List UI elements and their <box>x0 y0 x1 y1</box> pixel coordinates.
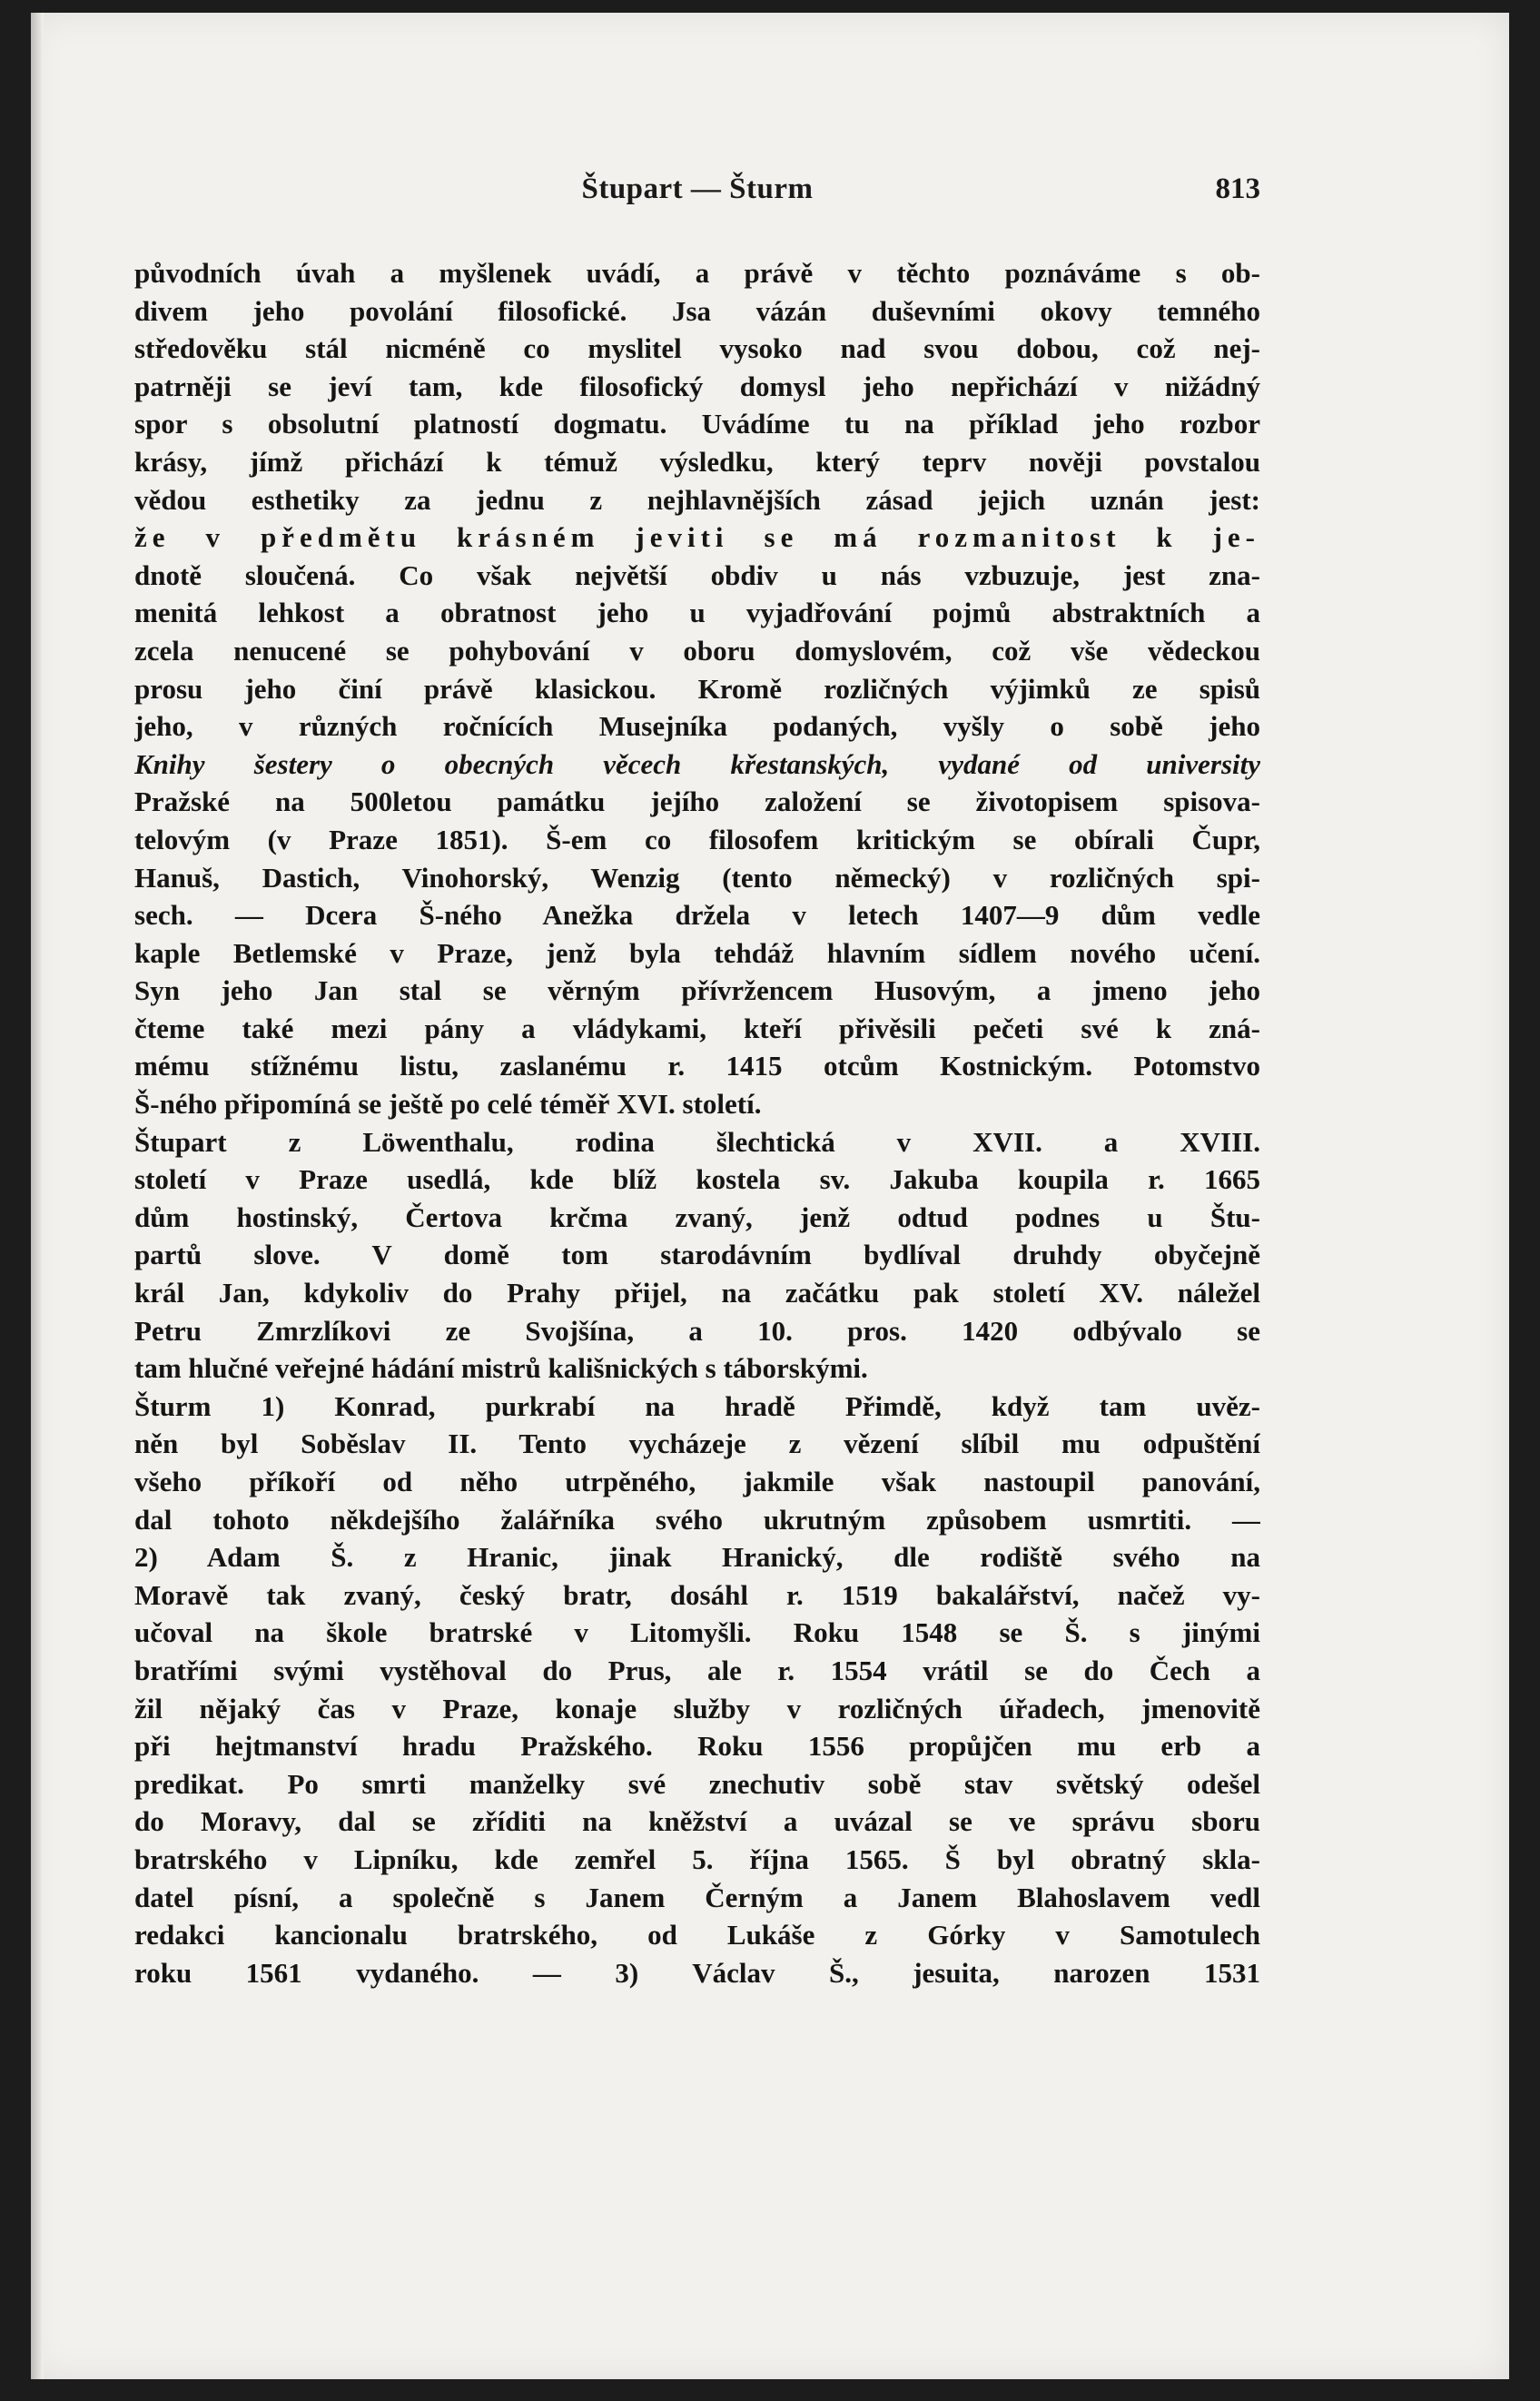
text-line: král Jan, kdykoliv do Prahy přijel, na začátku pak století XV. náležel <box>134 1277 1260 1309</box>
text-line: Knihy šestery o obecných věcech křestanských, vydané od university <box>134 747 1260 780</box>
text-line: datel písní, a společně s Janem Černým a Janem Blahoslavem vedl <box>134 1881 1260 1913</box>
text-line: při hejtmanství hradu Pražského. Roku 1556 propůjčen mu erb a <box>134 1730 1260 1763</box>
text-line: Š-ného připomíná se ještě po celé téměř XVI. století. <box>134 1088 762 1121</box>
text-line: predikat. Po smrti manželky své znechutiv sobě stav světský odešel <box>134 1767 1260 1800</box>
page-number: 813 <box>1215 173 1260 205</box>
text-line: krásy, jímž přichází k témuž výsledku, který teprv nověji povstalou <box>134 445 1260 478</box>
text-line: dal tohoto někdejšího žalářníka svého ukrutným způsobem usmrtiti. — <box>134 1503 1260 1536</box>
page-gutter-shadow <box>31 13 44 2379</box>
text-line: Petru Zmrzlíkovi ze Svojšína, a 10. pros. 1420 odbývalo se <box>134 1314 1260 1347</box>
text-line: spor s obsolutní platností dogmatu. Uvádíme tu na příklad jeho rozbor <box>134 408 1260 440</box>
text-line: vědou esthetiky za jednu z nejhlavnějších zásad jejich uznán jest: <box>134 483 1260 516</box>
text-line: čteme také mezi pány a vládykami, kteří přivěsili pečeti své k zná- <box>134 1012 1260 1044</box>
page-header <box>134 173 1260 209</box>
text-line: tam hlučné veřejné hádání mistrů kališnických s táborskými. <box>134 1352 868 1385</box>
text-line: něn byl Soběslav II. Tento vycházeje z vězení slíbil mu odpuštění <box>134 1428 1260 1460</box>
text-line: učoval na škole bratrské v Litomyšli. Roku 1548 se Š. s jinými <box>134 1616 1260 1649</box>
text-line: bratrského v Lipníku, kde zemřel 5. října 1565. Š byl obratný skla- <box>134 1843 1260 1875</box>
text-line: prosu jeho činí právě klasickou. Kromě rozličných výjimků ze spisů <box>134 672 1260 705</box>
text-line: dům hostinský, Čertova krčma zvaný, jenž odtud podnes u Štu- <box>134 1200 1260 1233</box>
text-line: divem jeho povolání filosofické. Jsa vázán duševními okovy temného <box>134 294 1260 327</box>
text-line: Syn jeho Jan stal se věrným přívržencem Husovým, a jmeno jeho <box>134 974 1260 1007</box>
entry-heading-line: Štupart z Löwenthalu, rodina šlechtická v XVII. a XVIII. <box>134 1125 1260 1158</box>
text-line: zcela nenucené se pohybování v oboru domyslovém, což vše vědeckou <box>134 634 1260 667</box>
text-line: telovým (v Praze 1851). Š-em co filosofem kritickým se obírali Čupr, <box>134 823 1260 855</box>
text-line: středověku stál nicméně co myslitel vysoko nad svou dobou, což nej- <box>134 332 1260 365</box>
text-line: že v předmětu krásném jeviti se má rozmanitost k je- <box>134 521 1260 554</box>
text-line: patrněji se jeví tam, kde filosofický domysl jeho nepřichází v nižádný <box>134 370 1260 402</box>
text-line: původních úvah a myšlenek uvádí, a právě v těchto poznáváme s ob- <box>134 257 1260 289</box>
running-head: Štupart — Šturm <box>581 173 814 205</box>
body-text <box>134 254 1260 1991</box>
text-line: jeho, v různých ročnících Musejníka podaných, vyšly o sobě jeho <box>134 710 1260 743</box>
text-line: Moravě tak zvaný, český bratr, dosáhl r. 1519 bakalářství, načež vy- <box>134 1578 1260 1611</box>
text-line: mému stížnému listu, zaslanému r. 1415 otcům Kostnickým. Potomstvo <box>134 1050 1260 1082</box>
text-line: století v Praze usedlá, kde blíž kostela sv. Jakuba koupila r. 1665 <box>134 1163 1260 1196</box>
text-line: bratřími svými vystěhoval do Prus, ale r. 1554 vrátil se do Čech a <box>134 1654 1260 1686</box>
text-line: partů slove. V domě tom starodávním bydlíval druhdy obyčejně <box>134 1239 1260 1271</box>
text-line: redakci kancionalu bratrského, od Lukáše z Górky v Samotulech <box>134 1919 1260 1951</box>
text-line: menitá lehkost a obratnost jeho u vyjadřování pojmů abstraktních a <box>134 597 1260 629</box>
entry-heading-line: Šturm 1) Konrad, purkrabí na hradě Přimdě, když tam uvěz- <box>134 1389 1260 1422</box>
text-line: sech. — Dcera Š-ného Anežka držela v letech 1407—9 dům vedle <box>134 899 1260 932</box>
text-line: všeho příkoří od něho utrpěného, jakmile však nastoupil panování, <box>134 1466 1260 1497</box>
text-line: 2) Adam Š. z Hranic, jinak Hranický, dle rodiště svého na <box>134 1541 1260 1574</box>
text-line: žil nějaký čas v Praze, konaje služby v rozličných úřadech, jmenovitě <box>134 1692 1260 1724</box>
text-line: dnotě sloučená. Co však největší obdiv u nás vzbuzuje, jest zna- <box>134 558 1260 591</box>
text-line: roku 1561 vydaného. — 3) Václav Š., jesuita, narozen 1531 <box>134 1956 1260 1989</box>
text-line: do Moravy, dal se zříditi na kněžství a uvázal se ve správu sboru <box>134 1805 1260 1838</box>
text-line: Hanuš, Dastich, Vinohorský, Wenzig (tento německý) v rozličných spi- <box>134 861 1260 894</box>
text-line: Pražské na 500letou památku jejího založení se životopisem spisova- <box>134 786 1260 818</box>
text-line: kaple Betlemské v Praze, jenž byla tehdáž hlavním sídlem nového učení. <box>134 936 1260 969</box>
